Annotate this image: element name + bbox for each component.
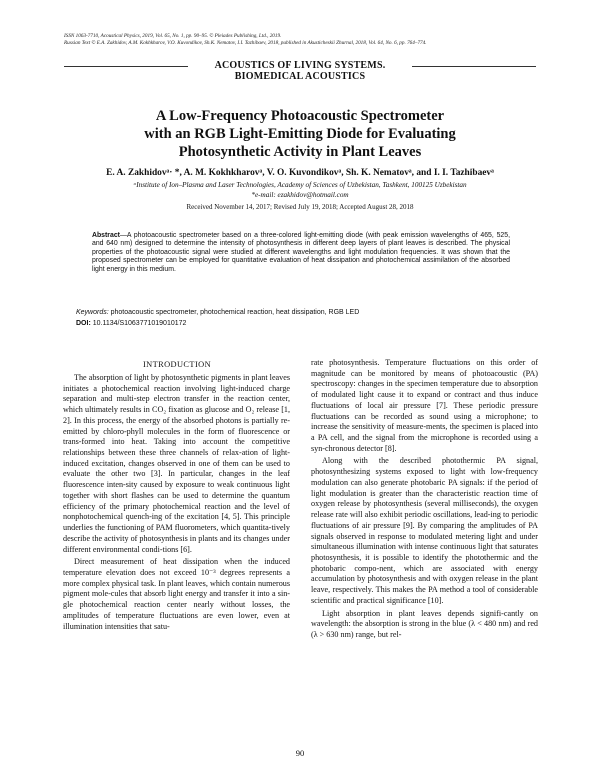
abstract — [92, 232, 510, 274]
abstract-text: —A photoacoustic spectrometer based on a three-colored light-emitting diode (with peak emission wavelengths of 465, 525, and 640 nm) designed to determine the intensity of photosynthesis in different deep layers of plant leaves is described. The physical properties of the photoacoustic signal were studied at different wavelengths and light modulation frequencies. It was shown that the proposed spectrometer can be employed for quantitative evaluation of heat dissipation and photochemical assimilation of the absorbed light energy in this medium. — [92, 232, 510, 273]
doi-text: 10.1134/S1063771019010172 — [90, 320, 187, 327]
title-line-3: Photosynthetic Activity in Plant Leaves — [178, 144, 422, 160]
right-paragraph-1: rate photosynthesis. Temperature fluctuations on this order of magnitude can be monitored by means of photoacoustic (PA) spectroscopy: changes in the specimen temperature due to absorption of modulated light cause it to expand or contract and thus induce fluctuations of local air pressure [7]. These periodic pressure fluctuations can be recorded as sound using a microphone; to increase the sensitivity of measure-ments, the specimen is placed into a PA cell, and the signal from the microphone is recorded using a syn-chronous detector [8]. — [311, 358, 538, 453]
doi — [76, 320, 186, 327]
page-number: 90 — [295, 748, 305, 758]
keywords-text: photoacoustic spectrometer, photochemical reaction, heat dissipation, RGB LED — [108, 309, 360, 316]
left-paragraph-2: Direct measurement of heat dissipation when the induced temperature elevation does not exceed 10⁻³ degrees represents a more complex physical task. In plant leaves, which contain numerous pigment mole-cules that absorb light energy and transfer it into a sin-gle photochemical reaction center nearly without losses, the amplitudes of temperature fluctuations are even lower, even at illumination intensities that satu- — [63, 557, 290, 631]
title-line-1: A Low-Frequency Photoacoustic Spectrometer — [155, 108, 445, 124]
author-list: E. A. Zakhidovᵃ· *, A. M. Kokhkharovᵃ, V. O. Kuvondikovᵃ, Sh. K. Nematovᵃ, and I. I. Tazhibaevᵃ — [106, 168, 494, 178]
keywords-label: Keywords: — [76, 309, 109, 316]
journal-header-line-2: Russian Text © E.A. Zakhidov, A.M. Kokhkharov, V.O. Kuvondikov, Sh.K. Nematov, I.I. Tazhibaev, 2018, published in Akusticheskii Zhurnal, 2018, Vol. 64, No. 6, pp. 764–774. — [64, 40, 427, 46]
doi-label: DOI: — [76, 320, 91, 327]
right-column — [311, 358, 538, 641]
journal-header-line-1: ISSN 1063-7710, Acoustical Physics, 2019, Vol. 65, No. 1, pp. 90–95. © Pleiades Publishing, Ltd., 2019. — [64, 33, 282, 39]
left-column — [63, 373, 290, 632]
received-dates: Received November 14, 2017; Revised July 19, 2018; Accepted August 28, 2018 — [186, 203, 414, 211]
section-title-line-1: ACOUSTICS OF LIVING SYSTEMS. — [214, 60, 386, 71]
section-rule-right — [412, 66, 536, 67]
section-title-line-2: BIOMEDICAL ACOUSTICS — [234, 71, 366, 82]
keywords — [76, 308, 526, 317]
left-paragraph-1: The absorption of light by photosynthetic pigments in plant leaves initiates a photochemical reaction involving light-induced charge separation and multi-step electron transfer in the reaction center, which ultimately results in CO₂ fixation as glucose and O₂ release [1, 2]. In this process, the energy of the absorbed photons is partially re-emitted by chloro-phyll molecules in the form of fluorescence or trans-formed into heat. Taking into account the competitive relationships between these three channels of relax-ation of light-induced excitation, changes observed in one of them can be used to evaluate the other two [3]. In particular, changes in the leaf fluorescence inten-sity caused by exposure to weak continuous light together with short flashes can be used to determine the quantum efficiency of the primary photochemical reaction and the level of nonphotochemical quench-ing of the excitation [4, 5]. This principle underlies the functioning of PAM fluorometers, which quantita-tively describe the activity of photosynthesis in plants and its changes under different environmental condi-tions [6]. — [63, 373, 290, 554]
right-paragraph-3: Light absorption in plant leaves depends signifi-cantly on wavelength: the absorption is strong in the blue (λ < 480 nm) and red (λ > 630 nm) range, but rel- — [311, 608, 538, 639]
article-title — [60, 107, 540, 161]
abstract-label: Abstract — [92, 232, 120, 239]
affiliation: ᵃInstitute of Ion–Plasma and Laser Technologies, Academy of Sciences of Uzbekistan, Tashkent, 100125 Uzbekistan — [133, 181, 467, 189]
title-line-2: with an RGB Light-Emitting Diode for Evaluating — [144, 126, 456, 142]
corresponding-email: *e-mail: ezakhidov@hotmail.com — [251, 191, 349, 199]
right-paragraph-2: Along with the described photothermic PA signal, photosynthesizing systems exposed to light with low-frequency modulation can also generate photobaric PA signals: if the period of light modulation is greater than the characteristic reaction time of oxygen release by photosynthesis (several milliseconds), the oxygen release rate will also exhibit periodic oscillations, lead-ing to periodic fluctuations of air pressure [9]. By comparing the amplitudes of PA signals observed in response to modulated metering light and under simultaneous illumination with intense continuous light that saturates photosynthesis, it is possible to identify the photothermic and the photobaric compo-nent, which are associated with energy accumulation by photosynthesis and with oxygen release in the plant leave, respectively. This makes the PA method a tool of considerable scientific and practical significance [10]. — [311, 456, 538, 605]
introduction-heading: INTRODUCTION — [142, 360, 212, 369]
